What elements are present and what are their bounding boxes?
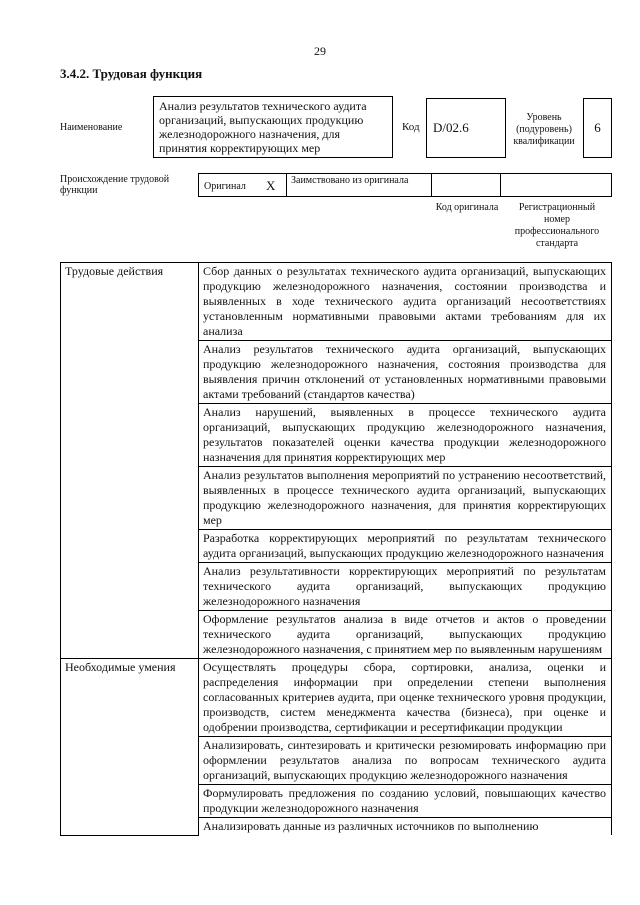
name-label: Наименование (60, 122, 123, 133)
level-box (583, 98, 612, 158)
code-caption: Код оригинала (435, 202, 499, 213)
level-label: Уровень (подуровень) квалификации (513, 112, 575, 147)
category-cell: Трудовые действия (61, 263, 199, 659)
item-cell: Анализ результативности корректирующих мероприятий по результатам технического аудита организаций, выпускающих продукцию железнодорожного назначения (199, 563, 612, 611)
item-cell: Анализ нарушений, выявленных в процессе технического аудита организаций, выпускающих продукцию железнодорожного назначения, результатов показателей оценки качества продукции железнодорожного назначения для принятия корректирующих мер (199, 404, 612, 467)
main-table (60, 262, 612, 836)
item-cell: Оформление результатов анализа в виде отчетов и актов о проведении технического аудита организаций, выпускающих продукцию железнодорожного назначения, с принятием мер по выявленным нарушениям (199, 611, 612, 659)
reg-caption: Регистрационный номер профессионального стандарта (514, 202, 600, 249)
function-name-box (153, 96, 393, 158)
code-value: D/02.6 (433, 120, 469, 135)
borrowed-label: Заимствовано из оригинала (291, 175, 409, 186)
code-label: Код (402, 121, 420, 133)
page-number: 29 (314, 44, 326, 58)
level-value: 6 (594, 120, 601, 135)
table-row (61, 263, 612, 341)
section-title: 3.4.2. Трудовая функция (60, 66, 203, 81)
category-cell: Необходимые умения (61, 659, 199, 836)
original-mark: X (266, 178, 276, 193)
item-cell: Осуществлять процедуры сбора, сортировки, анализа, оценки и распределения информации при определении степени выполнения согласованных критериев аудита, при оценке технического уровня продукции, производств, систем менеджмента качества (бизнеса), при оценке и одобрении производства, сертификации и ресертификации продукции (199, 659, 612, 737)
origin-label: Происхождение трудовой функции (60, 174, 170, 196)
item-cell: Анализировать, синтезировать и критически резюмировать информацию при оформлении результатов анализа по вопросам технического аудита организаций, выпускающих продукцию железнодорожного назначения (199, 737, 612, 785)
item-cell: Анализировать данные из различных источников по выполнению (199, 818, 612, 836)
item-cell: Формулировать предложения по созданию условий, повышающих качество продукции железнодорожного назначения (199, 785, 612, 818)
function-name: Анализ результатов технического аудита организаций, выпускающих продукцию железнодорожного назначения, для принятия корректирующих мер (159, 99, 367, 155)
item-cell: Сбор данных о результатах технического аудита организаций, выпускающих продукцию железнодорожного назначения, состоянии производства и выявленных в ходе технического аудита организаций несоответствиях установленным нормативными правовыми актами требованиям для их анализа (199, 263, 612, 341)
origin-row (198, 173, 612, 197)
item-cell: Анализ результатов выполнения мероприятий по устранению несоответствий, выявленных в процессе технического аудита организаций, выпускающих продукцию железнодорожного назначения, для принятия корректирующих мер (199, 467, 612, 530)
code-box (426, 98, 506, 158)
item-cell: Анализ результатов технического аудита организаций, выпускающих продукцию железнодорожного назначения, состояния производства для выявления причин отклонений от установленных нормативными правовыми актами требований (стандартов качества) (199, 341, 612, 404)
original-label: Оригинал (204, 181, 246, 192)
item-cell: Разработка корректирующих мероприятий по результатам технического аудита организаций, выпускающих продукцию железнодорожного назначения (199, 530, 612, 563)
table-row (61, 659, 612, 737)
